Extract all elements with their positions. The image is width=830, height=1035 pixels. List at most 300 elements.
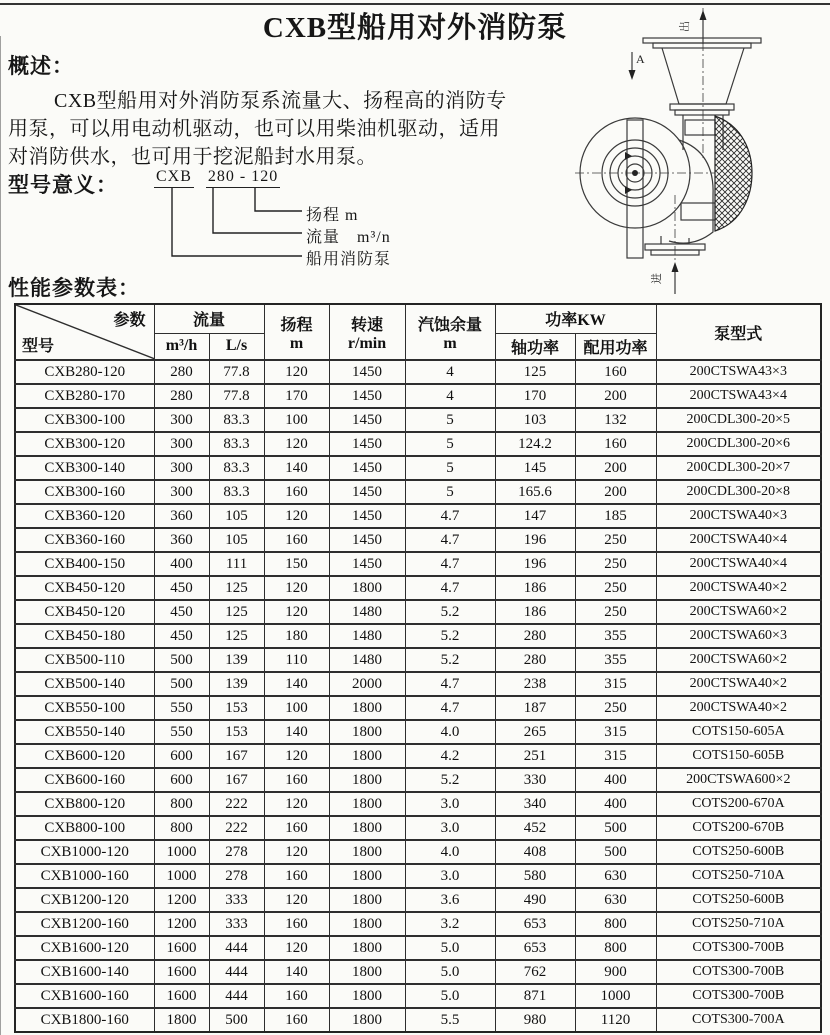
cell-model: CXB1800-160 <box>15 1008 154 1032</box>
cell-flow-ls: 105 <box>209 528 264 552</box>
table-row <box>15 888 821 912</box>
table-row <box>15 624 821 648</box>
cell-speed: 1480 <box>329 624 405 648</box>
cell-head: 160 <box>264 768 329 792</box>
cell-flow-m3h: 300 <box>154 432 209 456</box>
cell-pump-type: COTS250-710A <box>656 864 821 888</box>
cell-flow-m3h: 300 <box>154 408 209 432</box>
cell-shaft-power: 340 <box>495 792 575 816</box>
cell-pump-type: 200CDL300-20×5 <box>656 408 821 432</box>
cell-rated-power: 315 <box>575 672 656 696</box>
cell-npsh: 4.7 <box>405 552 495 576</box>
cell-rated-power: 355 <box>575 648 656 672</box>
cell-flow-m3h: 800 <box>154 792 209 816</box>
cell-flow-ls: 83.3 <box>209 408 264 432</box>
cell-model: CXB800-100 <box>15 816 154 840</box>
cell-pump-type: 200CTSWA60×3 <box>656 624 821 648</box>
cell-flow-m3h: 500 <box>154 648 209 672</box>
cell-flow-m3h: 280 <box>154 384 209 408</box>
overview-line-1: CXB型船用对外消防泵系流量大、扬程高的消防专 <box>54 90 507 112</box>
cell-rated-power: 800 <box>575 912 656 936</box>
cell-flow-m3h: 600 <box>154 744 209 768</box>
cell-head: 140 <box>264 456 329 480</box>
table-row <box>15 432 821 456</box>
cell-shaft-power: 170 <box>495 384 575 408</box>
cell-model: CXB1600-140 <box>15 960 154 984</box>
cell-flow-m3h: 1600 <box>154 984 209 1008</box>
cell-speed: 1450 <box>329 456 405 480</box>
table-row <box>15 840 821 864</box>
cell-model: CXB1600-160 <box>15 984 154 1008</box>
cell-flow-m3h: 450 <box>154 600 209 624</box>
cell-speed: 1800 <box>329 984 405 1008</box>
cell-model: CXB1200-120 <box>15 888 154 912</box>
cell-speed: 1450 <box>329 528 405 552</box>
cell-flow-ls: 125 <box>209 624 264 648</box>
cell-flow-ls: 83.3 <box>209 456 264 480</box>
cell-head: 180 <box>264 624 329 648</box>
cell-npsh: 4.7 <box>405 576 495 600</box>
cell-flow-m3h: 1000 <box>154 840 209 864</box>
table-body <box>15 360 821 1032</box>
cell-shaft-power: 330 <box>495 768 575 792</box>
cell-shaft-power: 186 <box>495 600 575 624</box>
cell-npsh: 4 <box>405 360 495 384</box>
cell-pump-type: 200CTSWA40×2 <box>656 672 821 696</box>
cell-model: CXB550-100 <box>15 696 154 720</box>
cell-shaft-power: 653 <box>495 936 575 960</box>
cell-flow-m3h: 500 <box>154 672 209 696</box>
cell-flow-m3h: 1200 <box>154 912 209 936</box>
performance-table <box>14 303 822 1033</box>
cell-head: 120 <box>264 576 329 600</box>
cell-shaft-power: 238 <box>495 672 575 696</box>
cell-npsh: 4.7 <box>405 528 495 552</box>
cell-rated-power: 185 <box>575 504 656 528</box>
cell-head: 120 <box>264 744 329 768</box>
cell-rated-power: 355 <box>575 624 656 648</box>
cell-pump-type: COTS300-700B <box>656 984 821 1008</box>
cell-head: 160 <box>264 480 329 504</box>
table-row <box>15 792 821 816</box>
cell-model: CXB500-110 <box>15 648 154 672</box>
cell-pump-type: COTS200-670B <box>656 816 821 840</box>
cell-head: 120 <box>264 432 329 456</box>
flow-in-arrow-icon <box>672 262 679 294</box>
cell-model: CXB450-120 <box>15 600 154 624</box>
cell-head: 160 <box>264 864 329 888</box>
cell-speed: 1800 <box>329 720 405 744</box>
cell-flow-m3h: 1200 <box>154 888 209 912</box>
cell-flow-ls: 500 <box>209 1008 264 1032</box>
cell-npsh: 3.0 <box>405 816 495 840</box>
scan-edge-left <box>0 36 1 1035</box>
cell-speed: 1800 <box>329 768 405 792</box>
cell-npsh: 3.0 <box>405 864 495 888</box>
cell-pump-type: 200CDL300-20×6 <box>656 432 821 456</box>
cell-flow-ls: 333 <box>209 888 264 912</box>
cell-npsh: 5 <box>405 456 495 480</box>
flow-out-arrow-icon <box>700 10 707 44</box>
table-row <box>15 360 821 384</box>
cell-rated-power: 315 <box>575 744 656 768</box>
cell-shaft-power: 490 <box>495 888 575 912</box>
cell-npsh: 5.2 <box>405 600 495 624</box>
cell-model: CXB1600-120 <box>15 936 154 960</box>
table-row <box>15 408 821 432</box>
cell-pump-type: COTS300-700B <box>656 936 821 960</box>
cell-model: CXB500-140 <box>15 672 154 696</box>
cell-shaft-power: 196 <box>495 528 575 552</box>
cell-speed: 1800 <box>329 744 405 768</box>
cell-shaft-power: 251 <box>495 744 575 768</box>
cell-speed: 1450 <box>329 504 405 528</box>
cell-pump-type: 200CDL300-20×8 <box>656 480 821 504</box>
cell-speed: 1450 <box>329 432 405 456</box>
cell-rated-power: 400 <box>575 768 656 792</box>
cell-rated-power: 250 <box>575 552 656 576</box>
cell-flow-m3h: 450 <box>154 624 209 648</box>
inlet-label: 进 <box>651 273 663 284</box>
cell-model: CXB550-140 <box>15 720 154 744</box>
cell-shaft-power: 980 <box>495 1008 575 1032</box>
cell-flow-m3h: 450 <box>154 576 209 600</box>
cell-flow-ls: 139 <box>209 672 264 696</box>
cell-head: 120 <box>264 888 329 912</box>
cell-npsh: 4 <box>405 384 495 408</box>
cell-rated-power: 250 <box>575 696 656 720</box>
cell-head: 120 <box>264 360 329 384</box>
cell-model: CXB450-180 <box>15 624 154 648</box>
cell-speed: 1450 <box>329 384 405 408</box>
table-row <box>15 864 821 888</box>
cell-flow-ls: 278 <box>209 864 264 888</box>
cell-npsh: 4.2 <box>405 744 495 768</box>
cell-speed: 1800 <box>329 888 405 912</box>
cell-model: CXB360-120 <box>15 504 154 528</box>
cell-shaft-power: 125 <box>495 360 575 384</box>
cell-flow-ls: 125 <box>209 600 264 624</box>
cell-shaft-power: 124.2 <box>495 432 575 456</box>
cell-flow-ls: 105 <box>209 504 264 528</box>
cell-speed: 1480 <box>329 600 405 624</box>
cell-pump-type: 200CTSWA40×2 <box>656 576 821 600</box>
cell-speed: 2000 <box>329 672 405 696</box>
cell-head: 120 <box>264 792 329 816</box>
table-row <box>15 1008 821 1032</box>
cell-pump-type: COTS250-600B <box>656 888 821 912</box>
cell-flow-m3h: 550 <box>154 696 209 720</box>
cell-flow-ls: 167 <box>209 744 264 768</box>
cell-flow-ls: 77.8 <box>209 384 264 408</box>
cell-shaft-power: 165.6 <box>495 480 575 504</box>
cell-rated-power: 250 <box>575 528 656 552</box>
cell-npsh: 5.0 <box>405 936 495 960</box>
cell-npsh: 3.0 <box>405 792 495 816</box>
header-power: 功率KW <box>495 304 656 333</box>
cell-npsh: 5 <box>405 408 495 432</box>
pump-drawing <box>575 0 830 298</box>
cell-pump-type: COTS250-710A <box>656 912 821 936</box>
cell-rated-power: 500 <box>575 840 656 864</box>
table-row <box>15 384 821 408</box>
header-speed <box>329 304 405 360</box>
cell-flow-ls: 153 <box>209 696 264 720</box>
cell-head: 140 <box>264 720 329 744</box>
table-row <box>15 504 821 528</box>
header-head-title: 扬程 <box>280 316 313 334</box>
support-arm-upper <box>685 120 715 135</box>
cell-npsh: 3.6 <box>405 888 495 912</box>
overview-heading: 概述： <box>8 54 74 78</box>
cell-pump-type: 200CTSWA60×2 <box>656 600 821 624</box>
cell-flow-ls: 222 <box>209 816 264 840</box>
cell-flow-ls: 125 <box>209 576 264 600</box>
cell-flow-ls: 83.3 <box>209 480 264 504</box>
header-head-unit: m <box>289 334 304 352</box>
cell-speed: 1800 <box>329 912 405 936</box>
cell-model: CXB300-120 <box>15 432 154 456</box>
cell-pump-type: 200CDL300-20×7 <box>656 456 821 480</box>
cell-model: CXB400-150 <box>15 552 154 576</box>
cell-flow-ls: 77.8 <box>209 360 264 384</box>
cell-rated-power: 200 <box>575 384 656 408</box>
cell-shaft-power: 265 <box>495 720 575 744</box>
table-row <box>15 744 821 768</box>
cell-npsh: 5.2 <box>405 768 495 792</box>
cell-rated-power: 630 <box>575 864 656 888</box>
cell-shaft-power: 147 <box>495 504 575 528</box>
cell-speed: 1800 <box>329 576 405 600</box>
table-row <box>15 936 821 960</box>
page-title: CXB型船用对外消防泵 <box>262 12 568 44</box>
cell-rated-power: 160 <box>575 432 656 456</box>
cell-head: 100 <box>264 696 329 720</box>
cell-npsh: 5 <box>405 432 495 456</box>
cell-speed: 1800 <box>329 960 405 984</box>
cell-flow-m3h: 280 <box>154 360 209 384</box>
cell-shaft-power: 408 <box>495 840 575 864</box>
cell-shaft-power: 871 <box>495 984 575 1008</box>
cell-model: CXB300-160 <box>15 480 154 504</box>
cell-pump-type: 200CTSWA40×4 <box>656 552 821 576</box>
cell-speed: 1450 <box>329 480 405 504</box>
cell-shaft-power: 196 <box>495 552 575 576</box>
cell-shaft-power: 280 <box>495 624 575 648</box>
table-row <box>15 816 821 840</box>
cell-flow-m3h: 360 <box>154 504 209 528</box>
cell-model: CXB1000-120 <box>15 840 154 864</box>
cell-npsh: 4.7 <box>405 504 495 528</box>
model-code-suffix: 280 - 120 <box>206 168 280 188</box>
cell-flow-ls: 111 <box>209 552 264 576</box>
cell-pump-type: COTS200-670A <box>656 792 821 816</box>
cell-pump-type: COTS250-600B <box>656 840 821 864</box>
model-code-prefix: CXB <box>154 168 194 188</box>
cell-rated-power: 900 <box>575 960 656 984</box>
volute-casing <box>580 118 713 258</box>
cell-model: CXB280-170 <box>15 384 154 408</box>
cell-head: 150 <box>264 552 329 576</box>
cell-npsh: 4.7 <box>405 672 495 696</box>
cell-head: 120 <box>264 840 329 864</box>
cell-pump-type: COTS300-700A <box>656 1008 821 1032</box>
cell-flow-m3h: 300 <box>154 480 209 504</box>
table-row <box>15 672 821 696</box>
cell-model: CXB300-140 <box>15 456 154 480</box>
cell-npsh: 5.2 <box>405 648 495 672</box>
cell-rated-power: 315 <box>575 720 656 744</box>
table-row <box>15 552 821 576</box>
cell-flow-m3h: 1600 <box>154 936 209 960</box>
table-row <box>15 960 821 984</box>
cell-speed: 1450 <box>329 408 405 432</box>
cell-pump-type: COTS150-605A <box>656 720 821 744</box>
cell-flow-ls: 444 <box>209 936 264 960</box>
header-head <box>264 304 329 360</box>
cell-head: 140 <box>264 672 329 696</box>
cell-shaft-power: 653 <box>495 912 575 936</box>
table-row <box>15 528 821 552</box>
cell-speed: 1800 <box>329 816 405 840</box>
cell-flow-ls: 222 <box>209 792 264 816</box>
cell-flow-ls: 153 <box>209 720 264 744</box>
cell-npsh: 4.7 <box>405 696 495 720</box>
cell-model: CXB450-120 <box>15 576 154 600</box>
cell-speed: 1800 <box>329 792 405 816</box>
cell-npsh: 5.0 <box>405 960 495 984</box>
cell-rated-power: 250 <box>575 600 656 624</box>
cell-speed: 1800 <box>329 1008 405 1032</box>
cell-shaft-power: 762 <box>495 960 575 984</box>
cell-head: 120 <box>264 600 329 624</box>
cell-npsh: 5.0 <box>405 984 495 1008</box>
header-shaft-power: 轴功率 <box>495 333 575 360</box>
corner-param-label: 参数 <box>113 312 146 329</box>
cell-speed: 1450 <box>329 360 405 384</box>
model-legend-lines <box>150 186 320 262</box>
cell-flow-ls: 444 <box>209 960 264 984</box>
cell-npsh: 5.2 <box>405 624 495 648</box>
cell-rated-power: 160 <box>575 360 656 384</box>
cell-rated-power: 400 <box>575 792 656 816</box>
cell-pump-type: 200CTSWA60×2 <box>656 648 821 672</box>
table-row <box>15 696 821 720</box>
cell-model: CXB280-120 <box>15 360 154 384</box>
header-speed-title: 转速 <box>351 316 384 334</box>
table-row <box>15 480 821 504</box>
cell-flow-m3h: 600 <box>154 768 209 792</box>
cell-flow-m3h: 1600 <box>154 960 209 984</box>
legend-head-label: 扬程 m <box>306 207 359 224</box>
cell-pump-type: 200CTSWA600×2 <box>656 768 821 792</box>
cell-shaft-power: 187 <box>495 696 575 720</box>
cell-pump-type: COTS300-700B <box>656 960 821 984</box>
cell-flow-m3h: 550 <box>154 720 209 744</box>
cell-speed: 1450 <box>329 552 405 576</box>
model-meaning-heading: 型号意义： <box>8 173 118 197</box>
cell-shaft-power: 580 <box>495 864 575 888</box>
cell-flow-m3h: 360 <box>154 528 209 552</box>
cell-npsh: 5 <box>405 480 495 504</box>
header-flow-ls: L/s <box>209 333 264 360</box>
table-row <box>15 456 821 480</box>
cell-rated-power: 800 <box>575 936 656 960</box>
cell-rated-power: 1120 <box>575 1008 656 1032</box>
table-row <box>15 912 821 936</box>
header-speed-unit: r/min <box>347 334 387 352</box>
header-npsh <box>405 304 495 360</box>
cell-shaft-power: 452 <box>495 816 575 840</box>
cell-pump-type: 200CTSWA43×3 <box>656 360 821 384</box>
cell-shaft-power: 103 <box>495 408 575 432</box>
cell-rated-power: 200 <box>575 480 656 504</box>
cell-flow-ls: 83.3 <box>209 432 264 456</box>
legend-flow-label: 流量 m³/n <box>306 229 391 246</box>
cell-flow-m3h: 1800 <box>154 1008 209 1032</box>
cell-model: CXB300-100 <box>15 408 154 432</box>
overview-line-3: 对消防供水，也可用于挖泥船封水用泵。 <box>8 146 377 168</box>
cell-flow-m3h: 400 <box>154 552 209 576</box>
cell-head: 140 <box>264 960 329 984</box>
cell-head: 120 <box>264 504 329 528</box>
cell-speed: 1800 <box>329 696 405 720</box>
cell-rated-power: 1000 <box>575 984 656 1008</box>
header-flow: 流量 <box>154 304 264 333</box>
cell-model: CXB360-160 <box>15 528 154 552</box>
cell-flow-m3h: 300 <box>154 456 209 480</box>
cell-speed: 1800 <box>329 864 405 888</box>
cell-flow-m3h: 1000 <box>154 864 209 888</box>
cell-model: CXB800-120 <box>15 792 154 816</box>
cell-head: 160 <box>264 816 329 840</box>
cell-flow-m3h: 800 <box>154 816 209 840</box>
cell-head: 160 <box>264 912 329 936</box>
cell-flow-ls: 333 <box>209 912 264 936</box>
cell-model: CXB1000-160 <box>15 864 154 888</box>
cell-flow-ls: 278 <box>209 840 264 864</box>
overview-line-2: 用泵，可以用电动机驱动，也可以用柴油机驱动，适用 <box>8 118 500 140</box>
cell-flow-ls: 167 <box>209 768 264 792</box>
cell-pump-type: 200CTSWA43×4 <box>656 384 821 408</box>
corner-cell <box>15 304 154 360</box>
section-a-label: A <box>636 52 645 66</box>
cell-npsh: 5.5 <box>405 1008 495 1032</box>
cell-rated-power: 200 <box>575 456 656 480</box>
cell-npsh: 4.0 <box>405 840 495 864</box>
table-row <box>15 720 821 744</box>
cell-npsh: 4.0 <box>405 720 495 744</box>
cell-shaft-power: 280 <box>495 648 575 672</box>
cell-speed: 1800 <box>329 936 405 960</box>
cell-head: 160 <box>264 984 329 1008</box>
header-pump-type: 泵型式 <box>656 304 821 360</box>
cell-head: 170 <box>264 384 329 408</box>
corner-model-label: 型号 <box>22 338 55 355</box>
cell-head: 160 <box>264 528 329 552</box>
section-a-arrow-icon <box>629 52 636 80</box>
cell-pump-type: 200CTSWA40×3 <box>656 504 821 528</box>
model-code <box>154 168 280 188</box>
header-npsh-title: 汽蚀余量 <box>418 316 483 334</box>
cell-rated-power: 630 <box>575 888 656 912</box>
table-row <box>15 984 821 1008</box>
cell-flow-ls: 139 <box>209 648 264 672</box>
cell-rated-power: 250 <box>575 576 656 600</box>
cell-head: 160 <box>264 1008 329 1032</box>
cell-model: CXB1200-160 <box>15 912 154 936</box>
outlet-label: 出 <box>679 21 691 32</box>
